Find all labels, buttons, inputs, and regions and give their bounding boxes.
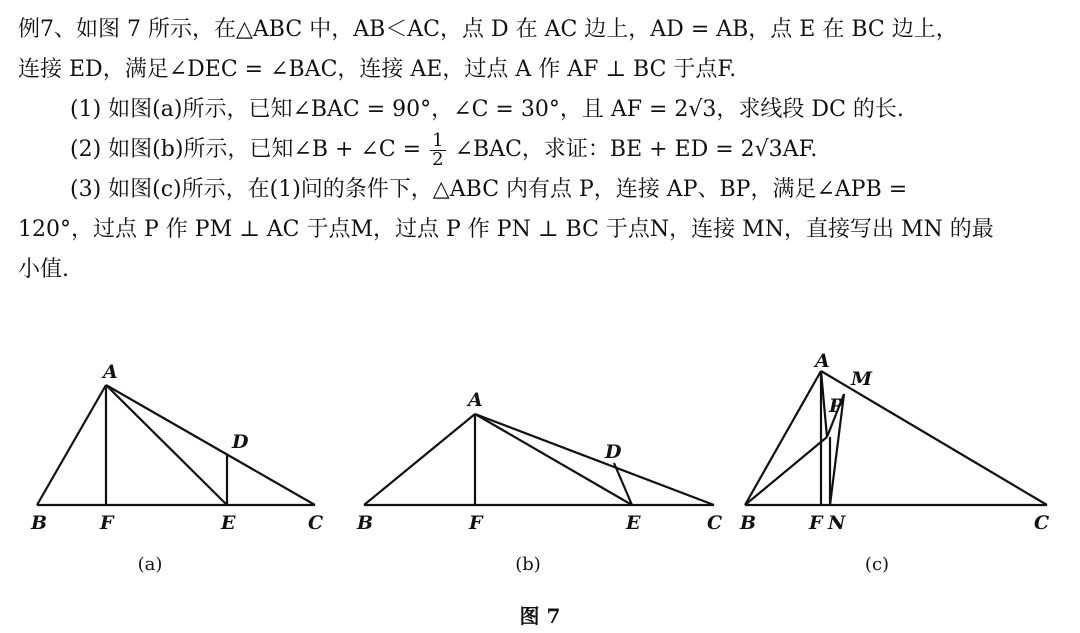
fig-a-segment-ae [106,385,227,505]
fraction-numerator: 1 [432,129,444,151]
question-1 [18,90,1068,130]
fig-c-label-a: A [815,350,830,372]
fig-b-caption: (b) [515,554,541,575]
fig-c-label-b: B [740,512,757,534]
fraction-half [430,129,445,170]
problem-line-8-text: 小值. [18,257,69,282]
fig-a-label-c: C [308,512,324,534]
question-3-text: (3) 如图(c)所示，在(1)问的条件下，△ABC 内有点 P，连接 AP、BP，满足∠APB = [70,177,908,202]
fig-a-label-b: B [31,512,48,534]
fig-a-label-e: E [221,512,236,534]
fig-b-segment-ae [475,414,632,505]
fig-c-label-c: C [1034,512,1050,534]
fig-b-segment-ed [614,463,632,505]
question-3 [18,170,1068,210]
fig-b-label-d: D [605,441,622,463]
figure-b [356,389,722,575]
problem-line-7 [18,210,1068,250]
fig-b-label-e: E [626,512,641,534]
fig-b-label-a: A [468,389,483,411]
fig-a-segment-ab [37,385,106,505]
fig-b-label-b: B [357,512,374,534]
problem-text [18,10,1068,290]
question-2-text-a: (2) 如图(b)所示，已知∠B + ∠C = [70,137,422,162]
fig-a-label-d: D [232,431,249,453]
fig-b-label-c: C [707,512,723,534]
fig-c-segment-ap [821,371,827,437]
problem-line-1-text: 例7、如图 7 所示，在△ABC 中，AB＜AC，点 D 在 AC 边上，AD = AB，点 E 在 BC 边上， [18,17,958,42]
question-2 [18,130,1068,170]
fig-a-label-f: F [100,512,114,534]
problem-line-2-text: 连接 ED，满足∠DEC = ∠BAC，连接 AE，过点 A 作 AF ⊥ BC 于点F. [18,57,737,82]
fraction-denominator: 2 [432,148,444,170]
fig-c-label-n: N [828,512,846,534]
fig-b-segment-ab [364,414,475,505]
fig-c-caption: (c) [864,554,890,575]
problem-line-1 [18,10,1068,50]
fig-c-segment-pm [827,394,844,437]
fig-b-segment-ac [475,414,714,505]
problem-line-7-text: 120°，过点 P 作 PM ⊥ AC 于点M，过点 P 作 PN ⊥ BC 于点N，连接 MN，直接写出 MN 的最 [18,217,994,242]
figure-title: 图 7 [519,604,561,628]
fig-c-label-p: P [829,395,844,417]
question-2-text-b: ∠BAC，求证：BE + ED = 2√3AF. [454,137,818,162]
fig-c-segment-ab [745,371,821,505]
fig-c-segment-bp [745,437,827,505]
problem-line-2 [18,50,1068,90]
fig-c-label-m: M [851,368,873,390]
fig-a-segment-ac [106,385,315,505]
fig-a-caption: (a) [137,554,163,575]
fig-c-segment-mn [830,394,844,505]
fig-b-label-f: F [469,512,483,534]
fig-c-segment-ac [821,371,1047,505]
fig-a-label-a: A [103,361,118,383]
figure-c [739,350,1049,575]
figure-a [30,361,323,575]
fig-c-label-f: F [809,512,823,534]
question-1-text: (1) 如图(a)所示，已知∠BAC = 90°，∠C = 30°，且 AF = 2√3，求线段 DC 的长. [70,97,904,122]
problem-line-8 [18,250,1068,290]
